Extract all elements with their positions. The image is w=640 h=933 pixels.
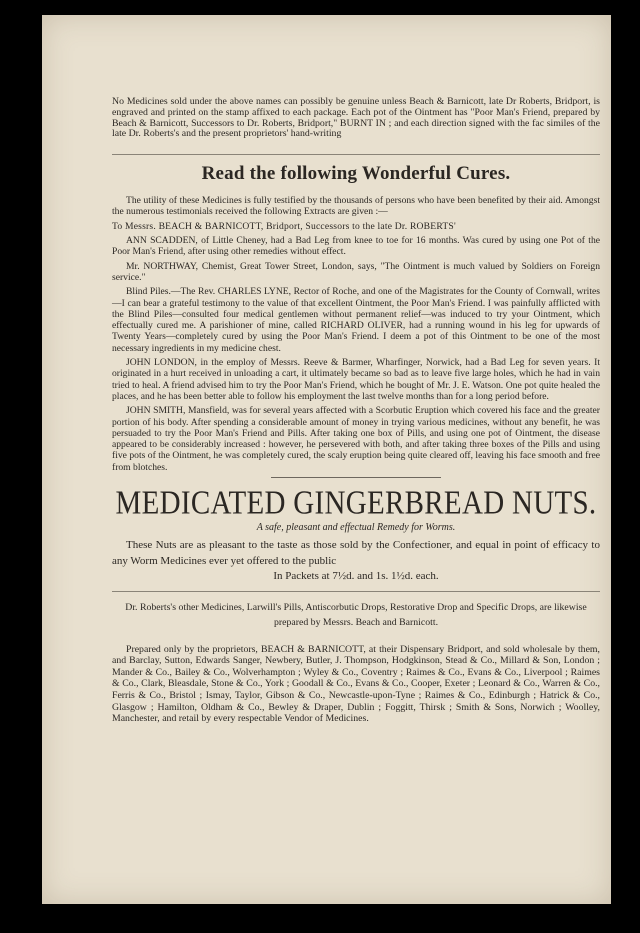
- prepared-by-paragraph: Prepared only by the proprietors, BEACH & BARNICOTT, at their Dispensary Bridport, and sold wholesale by them, and Barclay, Sutton, Edwards Sanger, Newbery, Butler, J. Thompson, Hodgkinson, Stead & Co., Millard & Son, London ; Mander & Co., Bailey & Co., Wolverhampton ; Wyley & Co., Coventry ; Raimes & Co., Evans & Co., Liverpool ; Raimes & Co., Clark, Bleasdale, Stone & Co., York ; Goodall & Co., Evans & Co., Cooper, Exeter ; Leonard & Co., Warren & Co., Ferris & Co., Bristol ; Ismay, Taylor, Gibson & Co., Newcastle-upon-Tyne ; Raimes & Co., Edinburgh ; Hatrick & Co., Glasgow ; Hamilton, Oldham & Co., Bewley & Draper, Dublin ; Foggitt, Thirsk ; Smith & Sons, Norwich ; Woolley, Manchester, and retail by every respectable Vendor of Medicines.: [112, 643, 600, 725]
- genuine-warning: No Medicines sold under the above names can possibly be genuine unless Beach & Barnicott, late Dr Roberts, Bridport, is engraved and printed on the stamp affixed to each package. Each pot of the Ointment has "Poor Man's Friend, prepared by Beach & Barnicott, Successors to Dr. Roberts, Bridport," BURNT IN ; and each direction signed with the fac similes of the late Dr. Roberts's and the present proprietors' hand-writing: [112, 96, 600, 140]
- testimonial-london: JOHN LONDON, in the employ of Messrs. Reeve & Barmer, Wharfinger, Norwick, had a Bad Leg for seven years. It originated in a hurt received in unloading a cart, it ultimately became so bad as to leave five large holes, which he had in vain tried to heal. A friend advised him to try the Poor Man's Friend, which he bought of Mr. J. E. Watson. One pot quite healed the places, and he has been better able to follow his employment the last twelve months than for a long period before.: [112, 357, 600, 402]
- cures-headline: Read the following Wonderful Cures.: [112, 154, 600, 185]
- address-line: To Messrs. BEACH & BARNICOTT, Bridport, Successors to the late Dr. ROBERTS': [112, 220, 456, 232]
- testimonial-lyne: Blind Piles.—The Rev. CHARLES LYNE, Rector of Roche, and one of the Magistrates for the County of Cornwall, writes—I can bear a grateful testimony to the value of that excellent Ointment, the Poor Man's Friend. I was painfully afflicted with the Blind Piles—consulted four medical gentlemen without permanent relief—was induced to try your Ointment, which effectually cured me. A parishioner of mine, called RICHARD OLIVER, had a running wound in his leg for upwards of Twenty Years—completely cured by using the Poor Man's Friend. I deem a pot of this Ointment to be one of the most necessary ingredients in my medicine chest.: [112, 286, 600, 354]
- testimonial-smith: JOHN SMITH, Mansfield, was for several years affected with a Scorbutic Eruption which covered his face and the greater portion of his body. After spending a considerable amount of money in trying various medicines, without any benefit, he was persuaded to try the Poor Man's Friend and Pills. After taking one box of Pills, and using one pot of Ointment, the disease appeared to be considerably increased : however, he persevered with both, and after taking three boxes of the Pills and using five pots of the Ointment, he was completely cured, the scaly eruption being quite cleared off, leaving his face smooth and free from blotches.: [112, 405, 600, 473]
- intro-paragraph: The utility of these Medicines is fully testified by the thousands of persons who have been benefited by their aid. Amongst the numerous testimonials received the following Extracts are given :—: [112, 195, 600, 218]
- handbill-content: [112, 97, 600, 728]
- gingerbread-body: These Nuts are as pleasant to the taste as those sold by the Confectioner, and equal in point of efficacy to any Worm Medicines ever yet offered to the public: [112, 539, 600, 568]
- gingerbread-title: MEDICATED GINGERBREAD NUTS.: [115, 484, 597, 522]
- testimonial-scadden: ANN SCADDEN, of Little Cheney, had a Bad Leg from knee to toe for 16 months. Was cured by using one Pot of the Poor Man's Friend, after using other remedies without effect.: [112, 235, 600, 258]
- gingerbread-price: In Packets at 7½d. and 1s. 1½d. each.: [273, 570, 439, 583]
- section-divider: [271, 477, 441, 478]
- testimonial-northway: Mr. NORTHWAY, Chemist, Great Tower Street, London, says, "The Ointment is much valued by Soldiers on Foreign service.": [112, 260, 600, 283]
- gingerbread-subtitle: A safe, pleasant and effectual Remedy for Worms.: [256, 522, 456, 534]
- handbill-sheet: [42, 15, 611, 904]
- other-medicines-notice: Dr. Roberts's other Medicines, Larwill's Pills, Antiscorbutic Drops, Restorative Drop and Specific Drops, are likewise prepared by Messrs. Beach and Barnicott.: [112, 591, 600, 630]
